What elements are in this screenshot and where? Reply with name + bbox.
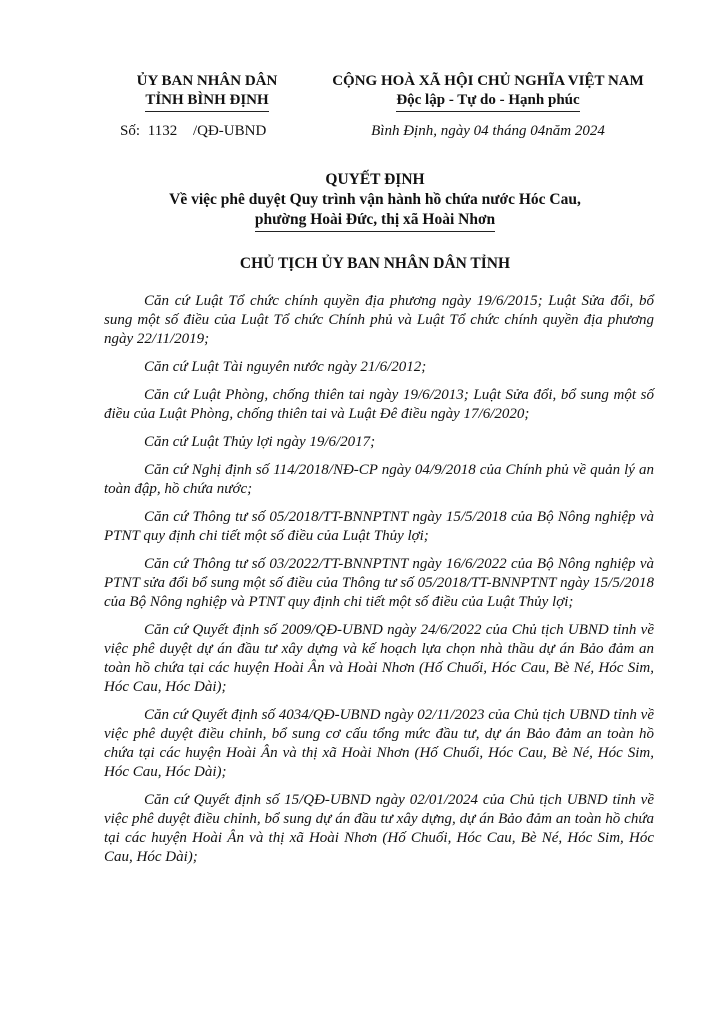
title-heading: QUYẾT ĐỊNH: [325, 171, 425, 188]
number-suffix: /QĐ-UBND: [192, 123, 267, 139]
basis-paragraph: Căn cứ Quyết định số 2009/QĐ-UBND ngày 24/6/2022 của Chủ tịch UBND tỉnh về việc phê duyệt dự án đầu tư xây dựng và kế hoạch lựa chọn nhà thầu dự án Bảo đảm an toàn hồ chứa tại các huyện Hoài Ân và Hoài Nhơn (Hố Chuối, Hóc Cau, Bè Né, Hóc Sim, Hóc Cau, Hóc Dài);: [104, 622, 654, 695]
decision-authority: CHỦ TỊCH ỦY BAN NHÂN DÂN TỈNH: [239, 255, 511, 272]
basis-paragraph: Căn cứ Thông tư số 05/2018/TT-BNNPTNT ngày 15/5/2018 của Bộ Nông nghiệp và PTNT quy định chi tiết một số điều của Luật Thủy lợi;: [104, 509, 654, 544]
motto-line-1: CỘNG HOÀ XÃ HỘI CHỦ NGHĨA VIỆT NAM: [332, 73, 644, 89]
number-value: 1132: [147, 123, 178, 139]
title-subject-2: phường Hoài Đức, thị xã Hoài Nhơn: [255, 210, 495, 232]
legal-basis: [104, 292, 654, 876]
basis-paragraph: Căn cứ Luật Phòng, chống thiên tai ngày 19/6/2013; Luật Sửa đổi, bổ sung một số điều của Luật Phòng, chống thiên tai và Luật Đê điều ngày 17/6/2020;: [104, 387, 654, 422]
motto-line-2: Độc lập - Tự do - Hạnh phúc: [396, 91, 579, 112]
basis-paragraph: Căn cứ Luật Thủy lợi ngày 19/6/2017;: [144, 434, 376, 450]
basis-paragraph: Căn cứ Quyết định số 4034/QĐ-UBND ngày 02/11/2023 của Chủ tịch UBND tỉnh về việc phê duyệt điều chỉnh, bổ sung cơ cấu tổng mức đầu tư, dự án Bảo đảm an toàn hồ chứa tại các huyện Hoài Ân và thị xã Hoài Nhơn (Hố Chuối, Hóc Cau, Bè Né, Hóc Sim, Hóc Cau, Hóc Dài);: [104, 707, 654, 780]
basis-paragraph: Căn cứ Luật Tổ chức chính quyền địa phương ngày 19/6/2015; Luật Sửa đổi, bổ sung một số điều của Luật Tổ chức Chính phủ và Luật Tổ chức chính quyền địa phương ngày 22/11/2019;: [104, 293, 654, 347]
basis-paragraph: Căn cứ Quyết định số 15/QĐ-UBND ngày 02/01/2024 của Chủ tịch UBND tỉnh về việc phê duyệt điều chỉnh, bổ sung dự án đầu tư xây dựng, dự án Bảo đảm an toàn hồ chứa tại các huyện Hoài Ân và thị xã Hoài Nhơn (Hố Chuối, Hóc Cau, Bè Né, Hóc Sim, Hóc Cau, Hóc Dài);: [104, 792, 654, 865]
number-label: Số:: [120, 123, 141, 139]
document-title: [92, 170, 658, 232]
place-date: Bình Định, ngày 04 tháng 04năm 2024: [371, 123, 605, 139]
authority-line-1: ỦY BAN NHÂN DÂN: [136, 73, 278, 89]
national-motto: [318, 72, 658, 112]
authority-line-2: TỈNH BÌNH ĐỊNH: [145, 91, 268, 112]
basis-paragraph: Căn cứ Thông tư số 03/2022/TT-BNNPTNT ngày 16/6/2022 của Bộ Nông nghiệp và PTNT sửa đổi bổ sung một số điều của Thông tư số 05/2018/TT-BNNPTNT ngày 15/5/2018 của Bộ Nông nghiệp và PTNT quy định chi tiết một số điều của Luật Thủy lợi;: [104, 556, 654, 610]
document-number: [120, 122, 266, 141]
title-subject-1: Về việc phê duyệt Quy trình vận hành hồ chứa nước Hóc Cau,: [169, 191, 581, 208]
issuing-authority: [92, 72, 322, 112]
basis-paragraph: Căn cứ Luật Tài nguyên nước ngày 21/6/2012;: [144, 359, 427, 375]
basis-paragraph: Căn cứ Nghị định số 114/2018/NĐ-CP ngày 04/9/2018 của Chính phủ về quản lý an toàn đập, hồ chứa nước;: [104, 462, 654, 497]
